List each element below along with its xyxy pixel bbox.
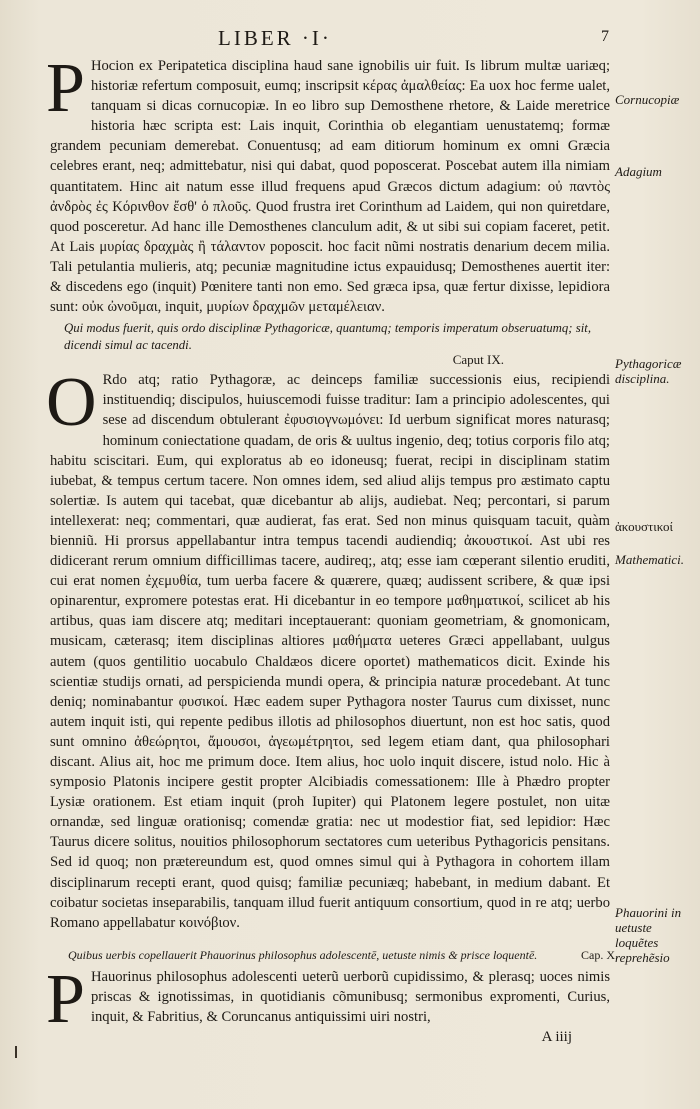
margin-note-adagium: Adagium	[615, 164, 662, 179]
chapter-ix-text	[46, 364, 610, 933]
main-text-column	[46, 50, 618, 1047]
chapter-ix-body: Rdo atq; ratio Pythagoræ, ac deinceps familiæ successionis eius, recipiendi instituendiq; discipulos, huiuscemodi fuisse traditur: Iam a principio adolescentes, qui sese ad discendum obtulerant ἐφυσιογνωμόνει: Id uerbum significat mores naturasq; hominum coniectatione quadam, de oris & uultus ingenio, deq; totius corporis filo atq; habitu sciscitari. Eum, qui exploratus ab eo idoneusq; fuerat, recipi in disciplinam statim iubebat, & tempus certum tacere. Non omnes idem, sed aliud alijs tempus pro æstimato captu solertiæ. Is autem qui tacebat, quæ dicebantur ab alijs, audiebat. Neq; percontari, si parum intellexerat: neq; commentari, quæ audierat, fas erat. Sed non minus quisquam tacuit, quàm bienniũ. Hi prorsus appellabantur intra tempus tacendi audiendiq; ἀκουστικοί. Ast ubi res didicerant rerum omnium difficillimas tacere, audireq;, atq; esse iam cœperant silentio eruditi, cui erat nomen ἐχεμυθία, tum uerba facere & quærere, quæq; audissent scribere, & quæ ipsi opinarentur, expromere potestas erat. Hi dicebantur in eo tempore μαθηματικοί, scilicet ab his artibus, quas iam discere atq; meditari inceptauerant: quoniam geometriam, & gnomonicam, musicam, cæterasq; item disciplinas altiores μαθήματα ueteres Græci appellabant, uulgus autem (quos gentilitio uocabulo Chaldæos dicere oportet) mathematicos dicit. Exinde his scientiæ studijs ornati, ad perspicienda mundi opera, & principia naturæ procedebant. At tunc deniq; nominabantur φυσικοί. Hæc eadem super Pythagora noster Taurus cum dixisset, nunc autem inquit isti, qui repente pedibus illotis ad philosophos diuertunt, non est hoc satis, quod sunt omnino ἀθεώρητοι, ἄμουσοι, ἀγεωμέτρητοι, sed legem etiam dant, qua philosophari discant. Alius ait, hoc me primum doce. Item alius, hoc uolo inquit discere, istud nolo. Hic à symposio Platonis incipere gestit propter Alcibiadis comessationem: Ille à Phædro propter Lysiæ orationem. Est etiam inquit (proh Iupiter) qui Platonem legere postulet, non uitæ ornandæ, sed linguæ orationisq; comendæ gratia: nec ut modestior fiat, sed lepidior: Hæc Taurus dicere solitus, nouitios philosophorum sectatores cum ueteribus Pythagoricis pensitans. Sed id quoq; non prætereundum est, quod omnes simul qui à Pythagora in cohortem illam disciplinarum recepti erant, quod quisq; familiæ pecuniæq; habebant, in medium dabant. Et coibatur societas inseparabilis, tanquam illud fuerit antiquum consortium, quod in re atq; uerbo Romano appellabatur κοινόβιον.	[50, 372, 610, 931]
page-number: 7	[601, 28, 609, 45]
dropcap-p: P	[46, 50, 85, 127]
margin-tick	[15, 1046, 17, 1058]
margin-note-cornucopiae: Cornucopiæ	[615, 92, 680, 107]
chapter-ix-label: Caput IX.	[452, 352, 504, 368]
chapter-viii-text	[46, 50, 610, 317]
chapter-x-label: Cap. X.	[581, 947, 618, 962]
margin-note-mathematici: Mathematici.	[615, 552, 684, 567]
running-head-title: LIBER ·I·	[218, 26, 332, 50]
chapter-viii-body: Hocion ex Peripatetica disciplina haud sane ignobilis uir fuit. Is librum multæ uariæq; historiæ refertum composuit, eumq; inscripsit κέρας ἀμαλθείας: Ea uox hoc ferme ualet, tanquam si dicas cornucopiæ. In eo libro sup Demosthene rhetore, & Laide meretrice historia hæc scripta est: Lais inquit, Corinthia ob elegantiam uenustatemq; formæ grandem pecuniam demerebat. Conuentusq; ad eam ditiorum hominum ex omni Græcia celebres erant, neq; admittebatur, nisi qui dabat, quod poposcerat. Poscebat autem illa nimiam quantitatem. Hinc ait natum esse illud frequens apud Græcos dictum adagium: οὐ παντὸς ἀνδρὸς ἐς Κόρινθον ἔσθ' ὁ πλοῦς. Quod frustra iret Corinthum ad Laidem, qui non quiretdare, quod posceretur. Ad hanc ille Demosthenes clanculum adit, & ut sibi sui copiam faceret, petit. At Lais μυρίας δραχμὰς ἢ τάλαντον poposcit. hoc facit nũmi nostratis denarium decem milia. Tali petulantia mulieris, atq; pecuniæ magnitudine ictus expauidusq; Demosthenes auertit iter: & discedens ego (inquit) Pœnitere tanti non emo. Sed græca ipsa, quæ fertur dixisse, lepidiora sunt: οὐκ ὠνοῦμαι, inquit, μυρίων δραχμῶν μεταμέλειαν.	[50, 58, 610, 316]
margin-note-pythagoricae: Pythagoricæ disciplina.	[615, 356, 682, 386]
chapter-x-body: Hauorinus philosophus adolescenti ueterũ uerborũ cupidissimo, & plerasq; uoces nimis priscas & ignotissimas, in quotidianis cõmunibusq; sermonibus expromenti, Curius, inquit, & Fabritius, & Coruncanus antiquissimi uiri nostri,	[90, 968, 610, 1026]
chapter-x-summary	[68, 947, 618, 963]
margin-note-phauorini: Phauorini in uetuste loquẽtes reprehẽsio	[615, 905, 682, 965]
signature-mark: A iiij	[541, 1029, 572, 1046]
running-head	[0, 26, 700, 52]
chapter-x-summary-text: Quibus uerbis copellauerit Phauorinus philosophus adolescentē, uetuste nimis & prisce loquentē.	[68, 947, 538, 962]
margin-note-akoustikoi: ἀκουστικοί	[615, 519, 674, 534]
chapter-ix-summary: Qui modus fuerit, quis ordo disciplinæ Pythagoricæ, quantumq; temporis imperatum obseruatumq; sit, dicendi simul ac tacendi.	[64, 321, 592, 353]
dropcap-o: O	[46, 364, 97, 442]
dropcap-p-2: P	[46, 960, 85, 1038]
